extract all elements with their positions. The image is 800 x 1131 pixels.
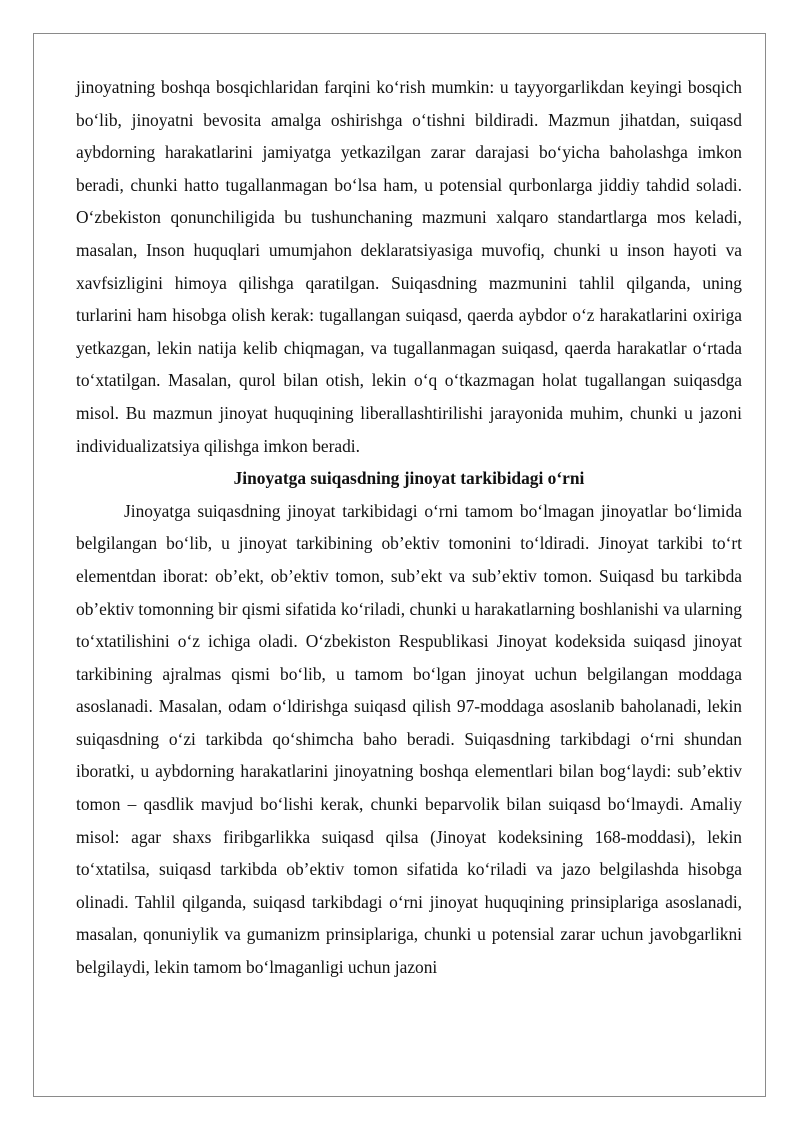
- section-heading: Jinoyatga suiqasdning jinoyat tarkibidagi o‘rni: [233, 468, 585, 489]
- paragraph: Jinoyatga suiqasdning jinoyat tarkibidagi o‘rni tamom bo‘lmagan jinoyatlar bo‘limida belgilangan bo‘lib, u jinoyat tarkibining ob’ektiv tomonini to‘ldiradi. Jinoyat tarkibi to‘rt elementdan iborat: ob’ekt, ob’ektiv tomon, sub’ekt va sub’ektiv tomon. Suiqasd bu tarkibda ob’ektiv tomonning bir qismi sifatida ko‘riladi, chunki u harakatlarning boshlanishi va ularning to‘xtatilishini o‘z ichiga oladi. O‘zbekiston Respublikasi Jinoyat kodeksida suiqasd jinoyat tarkibining ajralmas qismi bo‘lib, u tamom bo‘lgan jinoyat uchun belgilangan moddaga asoslanadi. Masalan, odam o‘ldirishga suiqasd qilish 97-moddaga asoslanib baholanadi, lekin suiqasdning o‘zi tarkibda qo‘shimcha baho beradi. Suiqasdning tarkibdagi o‘rni shundan iboratki, u aybdorning harakatlarini jinoyatning boshqa elementlari bilan bog‘laydi: sub’ektiv tomon – qasdlik mavjud bo‘lishi kerak, chunki beparvolik bilan suiqasd bo‘lmaydi. Amaliy misol: agar shaxs firibgarlikka suiqasd qilsa (Jinoyat kodeksining 168-moddasi), lekin to‘xtatilsa, suiqasd tarkibda ob’ektiv tomon sifatida ko‘riladi va jazo belgilashda hisobga olinadi. Tahlil qilganda, suiqasd tarkibdagi o‘rni jinoyat huquqining prinsiplariga asoslanadi, masalan, qonuniylik va gumanizm prinsiplariga, chunki u potensial zarar uchun javobgarlikni belgilaydi, lekin tamom bo‘lmaganligi uchun jazoni: [76, 500, 742, 978]
- document-body: [76, 71, 742, 984]
- paragraph: jinoyatning boshqa bosqichlaridan farqini ko‘rish mumkin: u tayyorgarlikdan keyingi bosqich bo‘lib, jinoyatni bevosita amalga oshirishga o‘tishni bildiradi. Mazmun jihatdan, suiqasd aybdorning harakatlarini jamiyatga yetkazilgan zarar darajasi bo‘yicha baholashga imkon beradi, chunki hatto tugallanmagan bo‘lsa ham, u potensial qurbonlarga jiddiy tahdid soladi. O‘zbekiston qonunchiligida bu tushunchaning mazmuni xalqaro standartlarga mos keladi, masalan, Inson huquqlari umumjahon deklaratsiyasiga muvofiq, chunki u inson hayoti va xavfsizligini himoya qilishga qaratilgan. Suiqasdning mazmunini tahlil qilganda, uning turlarini ham hisobga olish kerak: tugallangan suiqasd, qaerda aybdor o‘z harakatlarini oxiriga yetkazgan, lekin natija kelib chiqmagan, va tugallanmagan suiqasd, qaerda harakatlar o‘rtada to‘xtatilgan. Masalan, qurol bilan otish, lekin o‘q o‘tkazmagan holat tugallangan suiqasdga misol. Bu mazmun jinoyat huquqining liberallashtirilishi jarayonida muhim, chunki u jazoni individualizatsiya qilishga imkon beradi.: [76, 77, 742, 456]
